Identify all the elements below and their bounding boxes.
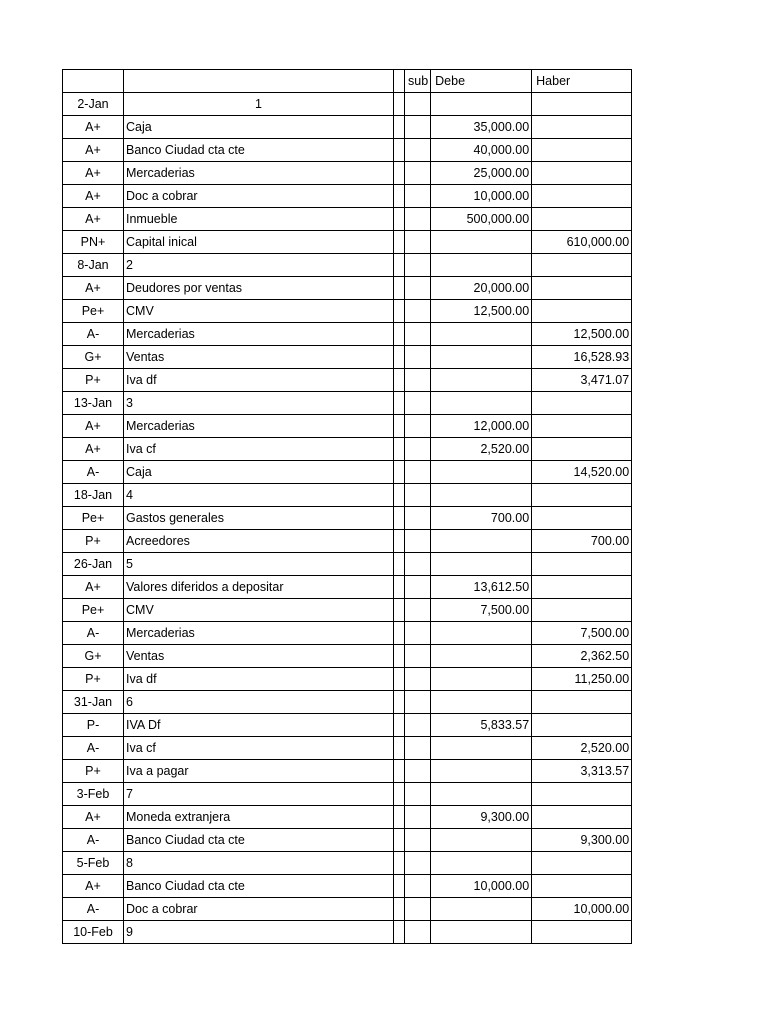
account-cell[interactable]: Acreedores — [124, 530, 394, 553]
type-cell[interactable]: A+ — [63, 116, 124, 139]
haber-cell[interactable] — [532, 806, 632, 829]
sub-cell[interactable] — [405, 576, 431, 599]
haber-cell[interactable] — [532, 208, 632, 231]
sub-cell[interactable] — [405, 737, 431, 760]
date-cell[interactable]: 13-Jan — [63, 392, 124, 415]
type-cell[interactable]: A+ — [63, 185, 124, 208]
type-cell[interactable]: Pe+ — [63, 599, 124, 622]
haber-cell[interactable]: 610,000.00 — [532, 231, 632, 254]
type-cell[interactable]: P+ — [63, 668, 124, 691]
haber-cell[interactable]: 16,528.93 — [532, 346, 632, 369]
type-cell[interactable]: G+ — [63, 645, 124, 668]
date-cell[interactable]: 8-Jan — [63, 254, 124, 277]
debe-cell[interactable]: 10,000.00 — [431, 185, 532, 208]
haber-cell[interactable] — [532, 254, 632, 277]
account-cell[interactable]: Deudores por ventas — [124, 277, 394, 300]
haber-cell[interactable] — [532, 93, 632, 116]
blank-cell[interactable] — [394, 806, 405, 829]
debe-cell[interactable]: 5,833.57 — [431, 714, 532, 737]
account-cell[interactable]: CMV — [124, 599, 394, 622]
debe-cell[interactable] — [431, 668, 532, 691]
blank-cell[interactable] — [394, 185, 405, 208]
date-cell[interactable]: 26-Jan — [63, 553, 124, 576]
haber-cell[interactable] — [532, 921, 632, 944]
debe-cell[interactable]: 35,000.00 — [431, 116, 532, 139]
blank-cell[interactable] — [394, 898, 405, 921]
sub-cell[interactable] — [405, 714, 431, 737]
table-row — [63, 668, 632, 691]
type-cell[interactable]: A+ — [63, 277, 124, 300]
haber-cell[interactable] — [532, 162, 632, 185]
entry-number-cell[interactable]: 5 — [124, 553, 394, 576]
sub-cell[interactable] — [405, 760, 431, 783]
type-cell[interactable]: A- — [63, 461, 124, 484]
type-cell[interactable]: P- — [63, 714, 124, 737]
header-date-cell[interactable] — [63, 70, 124, 93]
debe-cell[interactable] — [431, 898, 532, 921]
type-cell[interactable]: P+ — [63, 369, 124, 392]
haber-cell[interactable] — [532, 185, 632, 208]
sub-cell[interactable] — [405, 208, 431, 231]
table-row — [63, 645, 632, 668]
account-cell[interactable]: Capital inical — [124, 231, 394, 254]
blank-cell[interactable] — [394, 415, 405, 438]
entry-number-cell[interactable]: 2 — [124, 254, 394, 277]
sub-cell[interactable] — [405, 622, 431, 645]
debe-cell[interactable] — [431, 783, 532, 806]
debe-cell[interactable]: 2,520.00 — [431, 438, 532, 461]
account-cell[interactable]: Caja — [124, 461, 394, 484]
account-cell[interactable]: Banco Ciudad cta cte — [124, 139, 394, 162]
sub-cell[interactable] — [405, 806, 431, 829]
blank-cell[interactable] — [394, 507, 405, 530]
sub-cell[interactable] — [405, 691, 431, 714]
sub-cell[interactable] — [405, 898, 431, 921]
table-row — [63, 576, 632, 599]
account-cell[interactable]: Mercaderias — [124, 622, 394, 645]
haber-cell[interactable]: 9,300.00 — [532, 829, 632, 852]
blank-cell[interactable] — [394, 369, 405, 392]
blank-cell[interactable] — [394, 116, 405, 139]
blank-cell[interactable] — [394, 438, 405, 461]
sub-cell[interactable] — [405, 415, 431, 438]
sub-cell[interactable] — [405, 484, 431, 507]
table-row — [63, 898, 632, 921]
type-cell[interactable]: A+ — [63, 438, 124, 461]
table-row — [63, 622, 632, 645]
entry-number-cell[interactable]: 9 — [124, 921, 394, 944]
account-cell[interactable]: Mercaderias — [124, 162, 394, 185]
table-row — [63, 599, 632, 622]
blank-cell[interactable] — [394, 300, 405, 323]
sub-cell[interactable] — [405, 392, 431, 415]
haber-cell[interactable]: 11,250.00 — [532, 668, 632, 691]
table-row — [63, 438, 632, 461]
debe-cell[interactable] — [431, 530, 532, 553]
sub-cell[interactable] — [405, 300, 431, 323]
table-row — [63, 875, 632, 898]
haber-cell[interactable]: 3,471.07 — [532, 369, 632, 392]
account-cell[interactable]: Iva cf — [124, 438, 394, 461]
debe-cell[interactable] — [431, 323, 532, 346]
entry-header-row — [63, 921, 632, 944]
type-cell[interactable]: Pe+ — [63, 507, 124, 530]
journal-ledger-table — [62, 69, 632, 944]
header-debe-cell[interactable]: Debe — [431, 70, 532, 93]
blank-cell[interactable] — [394, 829, 405, 852]
haber-cell[interactable] — [532, 415, 632, 438]
debe-cell[interactable] — [431, 622, 532, 645]
blank-cell[interactable] — [394, 277, 405, 300]
table-row — [63, 277, 632, 300]
blank-cell[interactable] — [394, 530, 405, 553]
entry-number-cell[interactable]: 6 — [124, 691, 394, 714]
type-cell[interactable]: Pe+ — [63, 300, 124, 323]
sub-cell[interactable] — [405, 668, 431, 691]
entry-number-cell[interactable]: 3 — [124, 392, 394, 415]
date-cell[interactable]: 3-Feb — [63, 783, 124, 806]
debe-cell[interactable] — [431, 852, 532, 875]
blank-cell[interactable] — [394, 461, 405, 484]
type-cell[interactable]: A- — [63, 898, 124, 921]
debe-cell[interactable] — [431, 553, 532, 576]
type-cell[interactable]: A+ — [63, 139, 124, 162]
table-row — [63, 806, 632, 829]
type-cell[interactable]: PN+ — [63, 231, 124, 254]
type-cell[interactable]: A+ — [63, 576, 124, 599]
date-cell[interactable]: 31-Jan — [63, 691, 124, 714]
account-cell[interactable]: Iva a pagar — [124, 760, 394, 783]
sub-cell[interactable] — [405, 783, 431, 806]
haber-cell[interactable]: 12,500.00 — [532, 323, 632, 346]
blank-cell[interactable] — [394, 875, 405, 898]
entry-header-row — [63, 392, 632, 415]
blank-cell[interactable] — [394, 346, 405, 369]
account-cell[interactable]: Doc a cobrar — [124, 898, 394, 921]
table-row — [63, 507, 632, 530]
type-cell[interactable]: A+ — [63, 415, 124, 438]
table-row — [63, 461, 632, 484]
haber-cell[interactable] — [532, 116, 632, 139]
blank-cell[interactable] — [394, 668, 405, 691]
debe-cell[interactable]: 40,000.00 — [431, 139, 532, 162]
account-cell[interactable]: Ventas — [124, 346, 394, 369]
sub-cell[interactable] — [405, 139, 431, 162]
blank-cell[interactable] — [394, 645, 405, 668]
type-cell[interactable]: A- — [63, 737, 124, 760]
blank-cell[interactable] — [394, 783, 405, 806]
type-cell[interactable]: G+ — [63, 346, 124, 369]
sub-cell[interactable] — [405, 921, 431, 944]
debe-cell[interactable]: 12,500.00 — [431, 300, 532, 323]
type-cell[interactable]: A- — [63, 622, 124, 645]
sub-cell[interactable] — [405, 507, 431, 530]
sub-cell[interactable] — [405, 93, 431, 116]
debe-cell[interactable]: 12,000.00 — [431, 415, 532, 438]
account-cell[interactable]: IVA Df — [124, 714, 394, 737]
haber-cell[interactable]: 14,520.00 — [532, 461, 632, 484]
sub-cell[interactable] — [405, 277, 431, 300]
haber-cell[interactable] — [532, 438, 632, 461]
table-row — [63, 530, 632, 553]
entry-header-row — [63, 553, 632, 576]
header-row — [63, 70, 632, 93]
blank-cell[interactable] — [394, 852, 405, 875]
account-cell[interactable]: Moneda extranjera — [124, 806, 394, 829]
date-cell[interactable]: 10-Feb — [63, 921, 124, 944]
sub-cell[interactable] — [405, 530, 431, 553]
account-cell[interactable]: Iva df — [124, 668, 394, 691]
sub-cell[interactable] — [405, 461, 431, 484]
sub-cell[interactable] — [405, 852, 431, 875]
haber-cell[interactable]: 7,500.00 — [532, 622, 632, 645]
debe-cell[interactable]: 7,500.00 — [431, 599, 532, 622]
haber-cell[interactable] — [532, 139, 632, 162]
debe-cell[interactable] — [431, 369, 532, 392]
blank-cell[interactable] — [394, 599, 405, 622]
blank-cell[interactable] — [394, 208, 405, 231]
haber-cell[interactable]: 700.00 — [532, 530, 632, 553]
debe-cell[interactable]: 25,000.00 — [431, 162, 532, 185]
blank-cell[interactable] — [394, 691, 405, 714]
type-cell[interactable]: A+ — [63, 162, 124, 185]
account-cell[interactable]: Caja — [124, 116, 394, 139]
table-row — [63, 760, 632, 783]
haber-cell[interactable] — [532, 875, 632, 898]
table-row — [63, 323, 632, 346]
debe-cell[interactable]: 10,000.00 — [431, 875, 532, 898]
haber-cell[interactable] — [532, 277, 632, 300]
debe-cell[interactable] — [431, 737, 532, 760]
table-row — [63, 185, 632, 208]
sub-cell[interactable] — [405, 185, 431, 208]
table-row — [63, 139, 632, 162]
haber-cell[interactable] — [532, 553, 632, 576]
type-cell[interactable]: A- — [63, 323, 124, 346]
account-cell[interactable]: Mercaderias — [124, 415, 394, 438]
debe-cell[interactable] — [431, 346, 532, 369]
table-row — [63, 208, 632, 231]
blank-cell[interactable] — [394, 231, 405, 254]
sub-cell[interactable] — [405, 369, 431, 392]
blank-cell[interactable] — [394, 254, 405, 277]
blank-cell[interactable] — [394, 737, 405, 760]
header-haber-cell[interactable]: Haber — [532, 70, 632, 93]
debe-cell[interactable] — [431, 645, 532, 668]
sub-cell[interactable] — [405, 162, 431, 185]
debe-cell[interactable]: 13,612.50 — [431, 576, 532, 599]
debe-cell[interactable]: 500,000.00 — [431, 208, 532, 231]
table-row — [63, 737, 632, 760]
header-account-cell[interactable] — [124, 70, 394, 93]
haber-cell[interactable] — [532, 507, 632, 530]
haber-cell[interactable] — [532, 300, 632, 323]
entry-number-cell[interactable]: 4 — [124, 484, 394, 507]
debe-cell[interactable] — [431, 760, 532, 783]
haber-cell[interactable] — [532, 852, 632, 875]
table-row — [63, 829, 632, 852]
type-cell[interactable]: A+ — [63, 806, 124, 829]
table-row — [63, 415, 632, 438]
debe-cell[interactable]: 700.00 — [431, 507, 532, 530]
entry-header-row — [63, 254, 632, 277]
debe-cell[interactable] — [431, 829, 532, 852]
account-cell[interactable]: Iva cf — [124, 737, 394, 760]
entry-number-cell[interactable]: 1 — [124, 93, 394, 116]
account-cell[interactable]: Inmueble — [124, 208, 394, 231]
blank-cell[interactable] — [394, 553, 405, 576]
haber-cell[interactable] — [532, 783, 632, 806]
entry-header-row — [63, 93, 632, 116]
blank-cell[interactable] — [394, 93, 405, 116]
date-cell[interactable]: 18-Jan — [63, 484, 124, 507]
type-cell[interactable]: A+ — [63, 875, 124, 898]
haber-cell[interactable] — [532, 484, 632, 507]
debe-cell[interactable]: 9,300.00 — [431, 806, 532, 829]
sub-cell[interactable] — [405, 323, 431, 346]
header-sub-cell[interactable]: sub — [405, 70, 431, 93]
table-row — [63, 714, 632, 737]
debe-cell[interactable] — [431, 231, 532, 254]
sub-cell[interactable] — [405, 599, 431, 622]
debe-cell[interactable] — [431, 921, 532, 944]
debe-cell[interactable] — [431, 93, 532, 116]
account-cell[interactable]: Banco Ciudad cta cte — [124, 829, 394, 852]
entry-number-cell[interactable]: 8 — [124, 852, 394, 875]
haber-cell[interactable] — [532, 714, 632, 737]
debe-cell[interactable] — [431, 254, 532, 277]
account-cell[interactable]: Iva df — [124, 369, 394, 392]
haber-cell[interactable]: 2,362.50 — [532, 645, 632, 668]
entry-header-row — [63, 852, 632, 875]
type-cell[interactable]: A- — [63, 829, 124, 852]
account-cell[interactable]: Banco Ciudad cta cte — [124, 875, 394, 898]
debe-cell[interactable] — [431, 461, 532, 484]
table-row — [63, 162, 632, 185]
sub-cell[interactable] — [405, 875, 431, 898]
haber-cell[interactable]: 3,313.57 — [532, 760, 632, 783]
account-cell[interactable]: Valores diferidos a depositar — [124, 576, 394, 599]
date-cell[interactable]: 2-Jan — [63, 93, 124, 116]
blank-cell[interactable] — [394, 714, 405, 737]
type-cell[interactable]: P+ — [63, 530, 124, 553]
sub-cell[interactable] — [405, 346, 431, 369]
table-row — [63, 346, 632, 369]
entry-number-cell[interactable]: 7 — [124, 783, 394, 806]
table-row — [63, 300, 632, 323]
sub-cell[interactable] — [405, 645, 431, 668]
table-row — [63, 231, 632, 254]
sub-cell[interactable] — [405, 231, 431, 254]
haber-cell[interactable] — [532, 691, 632, 714]
sub-cell[interactable] — [405, 116, 431, 139]
blank-cell[interactable] — [394, 921, 405, 944]
account-cell[interactable]: Doc a cobrar — [124, 185, 394, 208]
blank-cell[interactable] — [394, 576, 405, 599]
date-cell[interactable]: 5-Feb — [63, 852, 124, 875]
blank-cell[interactable] — [394, 323, 405, 346]
blank-cell[interactable] — [394, 484, 405, 507]
debe-cell[interactable] — [431, 691, 532, 714]
ledger-body — [63, 70, 632, 944]
account-cell[interactable]: Gastos generales — [124, 507, 394, 530]
sub-cell[interactable] — [405, 254, 431, 277]
blank-cell[interactable] — [394, 162, 405, 185]
haber-cell[interactable] — [532, 392, 632, 415]
header-blank-cell[interactable] — [394, 70, 405, 93]
account-cell[interactable]: CMV — [124, 300, 394, 323]
type-cell[interactable]: A+ — [63, 208, 124, 231]
debe-cell[interactable] — [431, 484, 532, 507]
debe-cell[interactable] — [431, 392, 532, 415]
haber-cell[interactable] — [532, 576, 632, 599]
sub-cell[interactable] — [405, 438, 431, 461]
entry-header-row — [63, 691, 632, 714]
haber-cell[interactable]: 2,520.00 — [532, 737, 632, 760]
blank-cell[interactable] — [394, 139, 405, 162]
haber-cell[interactable]: 10,000.00 — [532, 898, 632, 921]
table-row — [63, 116, 632, 139]
blank-cell[interactable] — [394, 392, 405, 415]
entry-header-row — [63, 484, 632, 507]
blank-cell[interactable] — [394, 760, 405, 783]
blank-cell[interactable] — [394, 622, 405, 645]
entry-header-row — [63, 783, 632, 806]
type-cell[interactable]: P+ — [63, 760, 124, 783]
account-cell[interactable]: Ventas — [124, 645, 394, 668]
sub-cell[interactable] — [405, 553, 431, 576]
table-row — [63, 369, 632, 392]
sub-cell[interactable] — [405, 829, 431, 852]
debe-cell[interactable]: 20,000.00 — [431, 277, 532, 300]
haber-cell[interactable] — [532, 599, 632, 622]
account-cell[interactable]: Mercaderias — [124, 323, 394, 346]
